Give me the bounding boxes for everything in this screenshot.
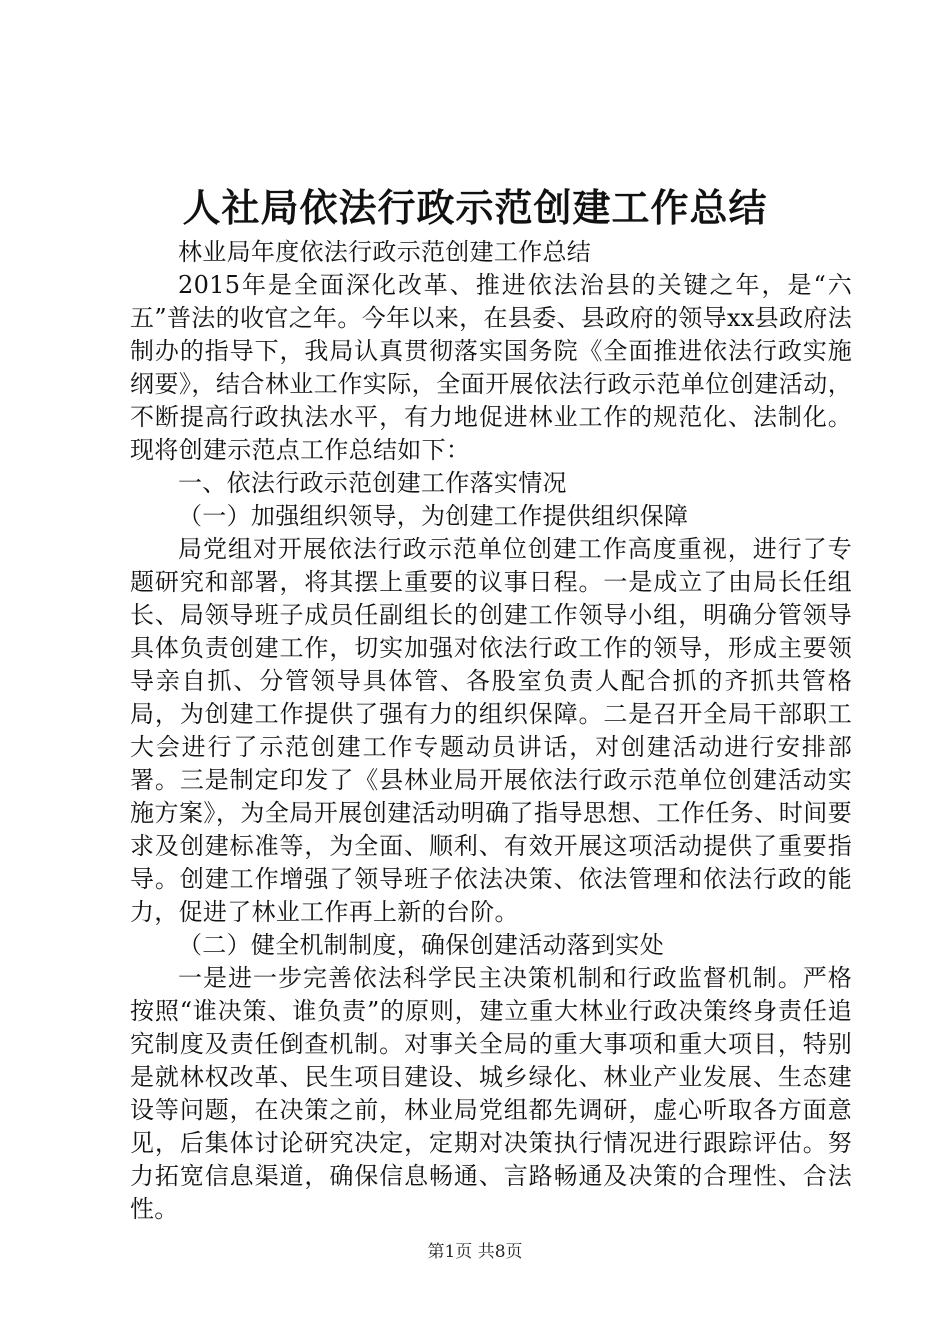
paragraph-organization: 局党组对开展依法行政示范单位创建工作高度重视，进行了专题研究和部署，将其摆上重要的议事日程。一是成立了由局长任组长、局领导班子成员任副组长的创建工作领导小组，明确分管领导具体负责创建工作，切实加强对依法行政工作的领导，形成主要领导亲自抓、分管领导具体管、各股室负责人配合抓的齐抓共管格局，为创建工作提供了强有力的组织保障。二是召开全局干部职工大会进行了示范创建工作专题动员讲话，对创建活动进行安排部署。三是制定印发了《县林业局开展依法行政示范单位创建活动实施方案》，为全局开展创建活动明确了指导思想、工作任务、时间要求及创建标准等，为全面、顺利、有效开展这项活动提供了重要指导。创建工作增强了领导班子依法决策、依法管理和依法行政的能力，促进了林业工作再上新的台阶。 xyxy=(130,535,852,926)
subsection-heading-2: （二）健全机制制度，确保创建活动落到实处 xyxy=(178,931,664,959)
page-footer: 第1页 共8页 xyxy=(427,1242,523,1262)
page-title: 人社局依法行政示范创建工作总结 xyxy=(182,185,768,230)
paragraph-subtitle: 林业局年度依法行政示范创建工作总结 xyxy=(178,238,592,266)
section-heading-1: 一、依法行政示范创建工作落实情况 xyxy=(178,469,567,497)
paragraph-mechanism: 一是进一步完善依法科学民主决策机制和行政监督机制。严格按照“谁决策、谁负责”的原则，建立重大林业行政决策终身责任追究制度及责任倒查机制。对事关全局的重大事项和重大项目，特别是就林权改革、民生项目建设、城乡绿化、林业产业发展、生态建设等问题，在决策之前，林业局党组都先调研，虚心听取各方面意见，后集体讨论研究决定，定期对决策执行情况进行跟踪评估。努力拓宽信息渠道，确保信息畅通、言路畅通及决策的合理性、合法性。 xyxy=(130,964,852,1223)
paragraph-intro: 2015年是全面深化改革、推进依法治县的关键之年，是“六五”普法的收官之年。今年以来，在县委、县政府的领导xx县政府法制办的指导下，我局认真贯彻落实国务院《全面推进依法行政实施纲要》，结合林业工作实际，全面开展依法行政示范单位创建活动，不断提高行政执法水平，有力地促进林业工作的规范化、法制化。现将创建示范点工作总结如下： xyxy=(130,271,852,464)
subsection-heading-1: （一）加强组织领导，为创建工作提供组织保障 xyxy=(178,502,689,530)
document-body xyxy=(130,236,852,1226)
